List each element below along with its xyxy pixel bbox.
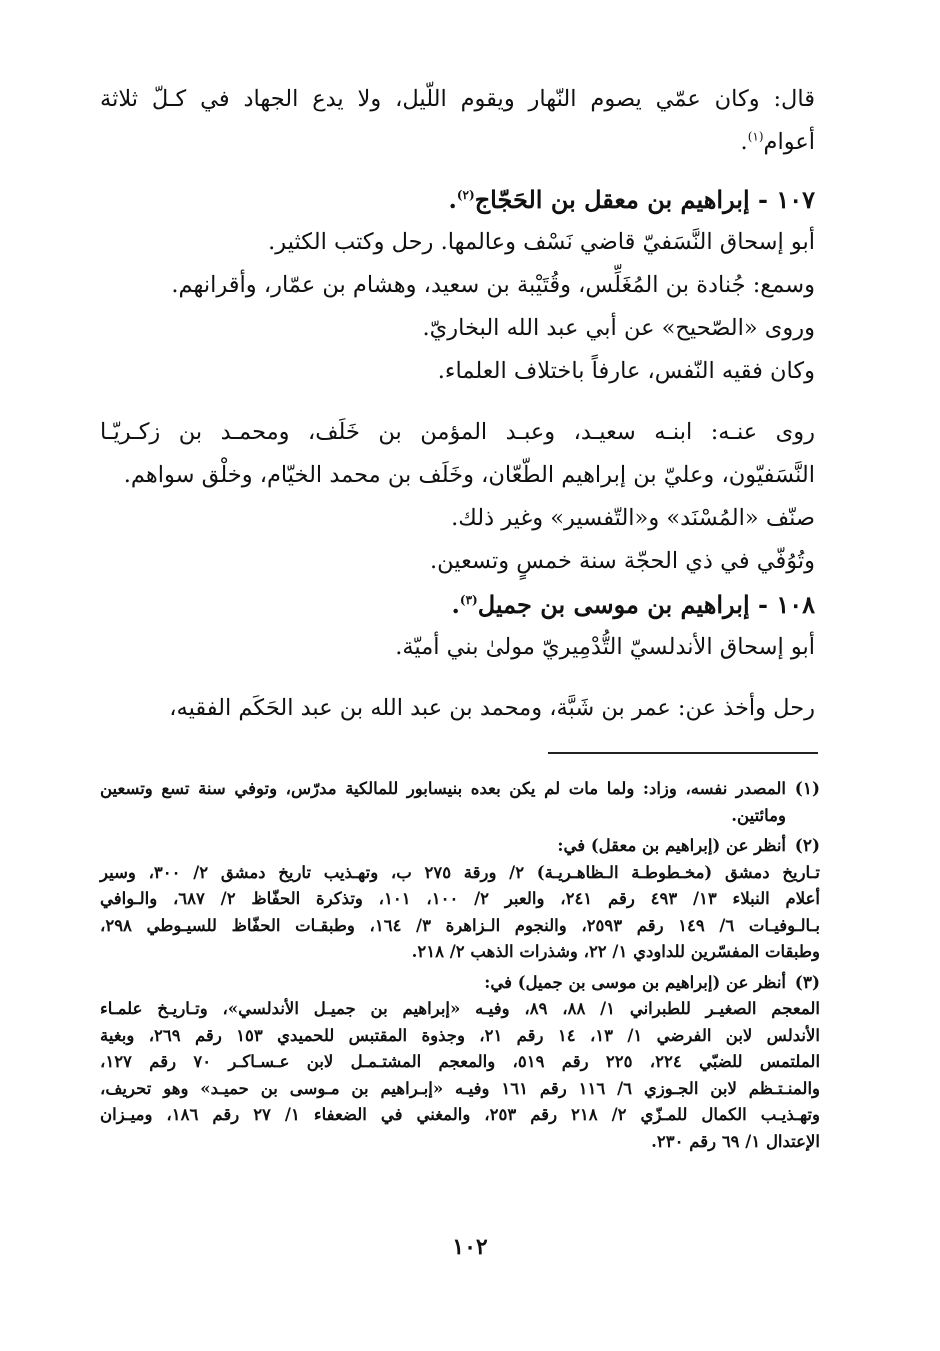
entry-108-heading-end: . bbox=[451, 590, 460, 619]
footnote-2-intro: أنظر عن (إبراهيم بن معقل) في: bbox=[557, 836, 786, 855]
entry-107-line-8: وتُوُفّي في ذي الحجّة سنة خمسٍ وتسعين. bbox=[430, 548, 815, 574]
footnote-ref-1: (١) bbox=[747, 129, 764, 144]
entry-107-line-3: وروى «الصّحيح» عن أبي عبد الله البخاريّ. bbox=[422, 315, 815, 341]
footnote-1-body bbox=[100, 776, 786, 829]
main-text bbox=[100, 78, 815, 730]
footnote-1-line-1: المصدر نفسه، وزاد: ولما مات لم يكن بعده بنيسابور للمالكية مدرّس، وتوفي سنة تسع وتسعين bbox=[100, 779, 786, 798]
entry-108-line-2: رحل وأخذ عن: عمر بن شَبَّة، ومحمد بن عبد الله بن عبد الحَكَم الفقيه، bbox=[169, 695, 815, 721]
entry-108-heading bbox=[100, 583, 815, 626]
entry-107-line-6: النَّسَفيّون، وعليّ بن إبراهيم الطّعّان، وخَلَف بن محمد الخيّام، وخلْق سواهم. bbox=[123, 462, 815, 488]
footnote-2-line-4: وطبقات المفسّرين للداودي ١/ ٢٢، وشذرات الذهب ٢/ ٢١٨. bbox=[411, 942, 820, 961]
intro-line-1: قال: وكان عمّي يصوم النّهار ويقوم اللّيل، ولا يدع الجهاد في كـلّ ثلاثة bbox=[100, 86, 815, 112]
footnote-3-line-4: والمنـتـظم لابن الجـوزي ٦/ ١١٦ رقم ١٦١ وفيـه «إبـراهيم بن مـوسى بن حميـد» وهو تحريف، bbox=[100, 1078, 820, 1098]
entry-107-line-2: وسمع: جُنادة بن المُغَلِّس، وقُتَيْبة بن سعيد، وهشام بن عمّار، وأقرانهم. bbox=[171, 272, 815, 298]
footnote-3-line-1: المعجم الصغيـر للطبراني ١/ ٨٨، ٨٩، وفيـه «إبراهيم بن جميـل الأندلسي»، وتـاريـخ علمـاء bbox=[100, 999, 820, 1018]
footnote-3-line-5: وتهـذيـب الكمال للمـزّي ٢/ ٢١٨ رقم ٢٥٣، والمغني في الضعفاء ١/ ٢٧ رقم ١٨٦، وميـزان bbox=[100, 1105, 820, 1124]
spacer bbox=[100, 393, 815, 411]
footnote-1-number: (١) bbox=[794, 779, 820, 799]
footnote-2-line-1: تـاريخ دمشق (مخـطوطـة الـظاهـريـة) ٢/ ورقة ٢٧٥ ب، وتهـذيب تاريخ دمشق ٢/ ٣٠٠، وسير bbox=[100, 862, 820, 882]
intro-line-2-text: أعوام bbox=[763, 129, 815, 155]
entry-108-line-1: أبو إسحاق الأندلسيّ التُّدْمِيريّ مولىٰ بني أميّة. bbox=[395, 634, 815, 660]
intro-line-2 bbox=[100, 121, 815, 164]
footnote-ref-2: (٢) bbox=[456, 188, 475, 202]
footnote-2-body bbox=[100, 833, 821, 966]
page-number: ١٠٢ bbox=[452, 1234, 488, 1260]
footnote-ref-3: (٣) bbox=[459, 593, 478, 607]
footnote-separator bbox=[548, 752, 818, 754]
entry-107-line-1: أبو إسحاق النَّسَفيّ قاضي نَسْف وعالمها. رحل وكتب الكثير. bbox=[268, 229, 815, 255]
footnote-3 bbox=[100, 970, 820, 1156]
footnote-3-line-6: الإعتدال ١/ ٦٩ رقم ٢٣٠. bbox=[651, 1131, 820, 1151]
intro-line-2-end: . bbox=[740, 129, 748, 155]
footnotes bbox=[100, 776, 820, 1159]
entry-107-line-4: وكان فقيه النّفس، عارفاً باختلاف العلماء. bbox=[437, 358, 815, 384]
footnote-3-line-3: الملتمس للضبّي ٢٢٤، ٢٢٥ رقم ٥١٩، والمعجم المشتـمـل لابن عـسـاكـر ٧٠ رقم ١٢٧، bbox=[100, 1052, 821, 1071]
footnote-2-number: (٢) bbox=[794, 836, 820, 856]
entry-108-title: ١٠٨ - إبراهيم بن موسى بن جميل bbox=[477, 590, 815, 619]
footnote-1 bbox=[100, 776, 820, 829]
entry-107-line-5: روى عنـه: ابنـه سعيـد، وعبـد المؤمن بن خَلَف، ومحمـد بن زكـريّـا bbox=[100, 419, 815, 445]
entry-107-heading-end: . bbox=[448, 185, 457, 214]
footnote-3-number: (٣) bbox=[794, 972, 820, 993]
footnote-1-line-2: ومائتين. bbox=[731, 805, 786, 825]
entry-107-line-7: صنّف «المُسْنَد» و«التّفسير» وغير ذلك. bbox=[451, 505, 815, 531]
spacer bbox=[100, 669, 815, 687]
footnote-3-intro: أنظر عن (إبراهيم بن موسى بن جميل) في: bbox=[484, 972, 786, 992]
footnote-2 bbox=[100, 833, 820, 966]
entry-107-title: ١٠٧ - إبراهيم بن معقل بن الحَجّاج bbox=[474, 185, 815, 214]
spacer bbox=[100, 164, 815, 178]
footnote-2-line-3: بـالـوفيـات ٦/ ١٤٩ رقم ٢٥٩٣، والنجوم الـزاهرة ٣/ ١٦٤، وطبقـات الحفّاظ للسيـوطي ٢٩٨، bbox=[100, 915, 820, 935]
footnote-3-body bbox=[100, 970, 821, 1156]
footnote-2-line-2: أعلام النبلاء ١٣/ ٤٩٣ رقم ٢٤١، والعبر ٢/ ١٠٠، ١٠١، وتذكرة الحفّاظ ٢/ ٦٨٧، والـوافي bbox=[100, 889, 821, 908]
footnote-3-line-2: الأندلس لابن الفرضي ١/ ١٣، ١٤ رقم ٢١، وجذوة المقتبس للحميدي ١٥٣ رقم ٢٦٩، وبغية bbox=[100, 1025, 820, 1045]
entry-107-heading bbox=[100, 178, 815, 221]
